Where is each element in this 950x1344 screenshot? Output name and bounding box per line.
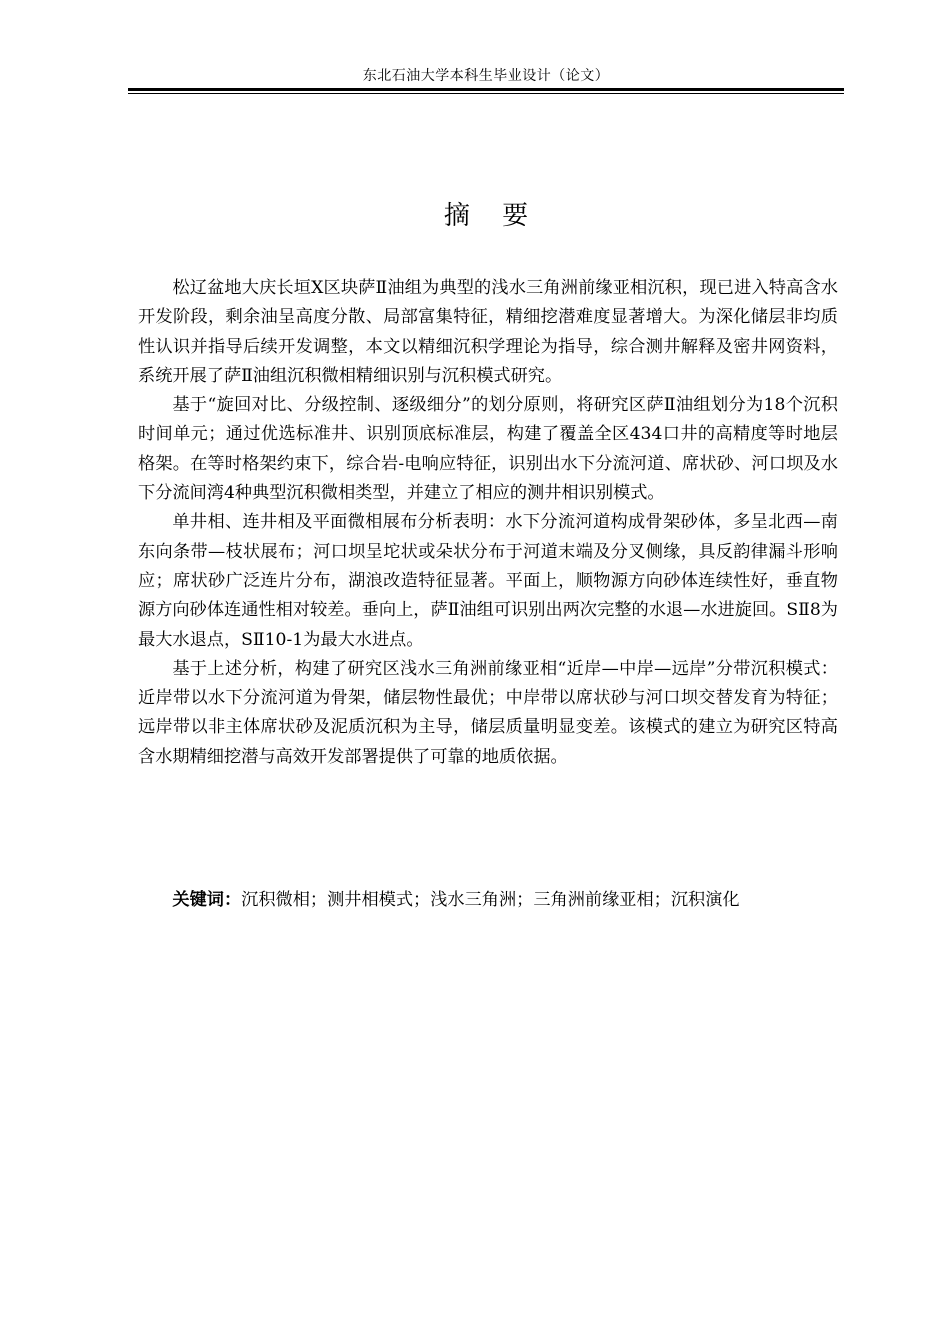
abstract-paragraph-2: 基于“旋回对比、分级控制、逐级细分”的划分原则，将研究区萨Ⅱ油组划分为18个沉积时间单元；通过优选标准井、识别顶底标准层，构建了覆盖全区434口井的高精度等时地层格架。在等时格架约束下，综合岩-电响应特征，识别出水下分流河道、席状砂、河口坝及水下分流间湾4种典型沉积微相类型，并建立了相应的测井相识别模式。 — [138, 395, 838, 504]
header-rule-thick — [128, 88, 844, 91]
abstract-paragraph-1: 松辽盆地大庆长垣X区块萨Ⅱ油组为典型的浅水三角洲前缘亚相沉积，现已进入特高含水开发阶段，剩余油呈高度分散、局部富集特征，精细挖潜难度显著增大。为深化储层非均质性认识并指导后续开发调整，本文以精细沉积学理论为指导，综合测井解释及密井网资料，系统开展了萨Ⅱ油组沉积微相精细识别与沉积模式研究。 — [138, 278, 838, 386]
header-rule-thin — [128, 93, 844, 94]
keywords-line — [138, 886, 838, 915]
running-header: 东北石油大学本科生毕业设计（论文） — [362, 68, 610, 84]
page-title: 摘 要 — [443, 201, 541, 231]
abstract-body — [138, 274, 838, 772]
abstract-paragraph-4: 基于上述分析，构建了研究区浅水三角洲前缘亚相“近岸—中岸—远岸”分带沉积模式：近岸带以水下分流河道为骨架，储层物性最优；中岸带以席状砂与河口坝交替发育为特征；远岸带以非主体席状砂及泥质沉积为主导，储层质量明显变差。该模式的建立为研究区特高含水期精细挖潜与高效开发部署提供了可靠的地质依据。 — [138, 658, 838, 767]
keywords-label: 关键词： — [172, 890, 242, 910]
keywords-value: 沉积微相；测井相模式；浅水三角洲；三角洲前缘亚相；沉积演化 — [241, 890, 740, 910]
abstract-paragraph-3: 单井相、连井相及平面微相展布分析表明：水下分流河道构成骨架砂体，多呈北西—南东向条带—枝状展布；河口坝呈坨状或朵状分布于河道末端及分叉侧缘，具反韵律漏斗形响应；席状砂广泛连片分布，湖浪改造特征显著。平面上，顺物源方向砂体连续性好，垂直物源方向砂体连通性相对较差。垂向上，萨Ⅱ油组可识别出两次完整的水退—水进旋回。SⅡ8为最大水退点，SⅡ10-1为最大水进点。 — [138, 512, 838, 650]
